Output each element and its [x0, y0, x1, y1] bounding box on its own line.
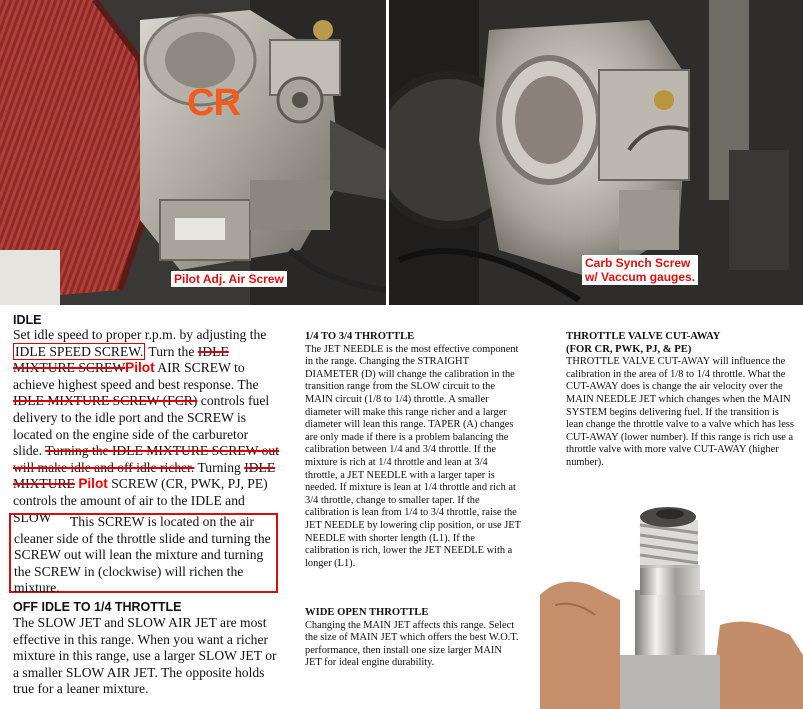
idle-text-3: AIR SCREW to achieve highest speed and best response. The	[13, 360, 259, 392]
off-idle-paragraph: The SLOW JET and SLOW AIR JET are most effective in this range. When you want a richer mixture in this range, use a larger SLOW JET or a smaller SLOW AIR JET. The opposite holds true for a leaner mixture.	[13, 615, 277, 697]
spark-plug-illustration	[540, 505, 803, 709]
carb-synch-screw-label: Carb Synch Screw w/ Vaccum gauges.	[582, 255, 698, 285]
idle-text-2: Turn the	[145, 343, 198, 359]
idle-text-1: Set idle speed to proper r.p.m. by adjusting the	[13, 327, 267, 342]
idle-speed-screw-boxed: IDLE SPEED SCREW.	[15, 343, 144, 359]
wide-open-throttle-paragraph: Changing the MAIN JET affects this range. Select the size of MAIN JET which offers the best W.O.T. performance, then install one size larger MAIN JET for ideal engine durability.	[305, 619, 519, 669]
idle-strike-1: IDLE MIXTURE SCREW	[13, 343, 229, 376]
cutaway-section	[566, 331, 796, 470]
idle-screw-paragraph: This SCREW is located on the air cleaner side of the throttle slide and turning the SCREW out will lean the mixture and turning the SCREW in (clockwise) will richen the mixture.	[14, 514, 271, 596]
idle-strike-3: Turning the IDLE MIXTURE SCREW out will make idle and off idle richer.	[13, 443, 279, 475]
cutaway-subheading: (FOR CR, PWK, PJ, & PE)	[566, 343, 692, 355]
carburetor-photo-right	[389, 0, 803, 305]
idle-screw-note	[14, 514, 276, 597]
off-idle-section	[13, 600, 281, 698]
carburetor-illustration-left	[0, 0, 386, 305]
idle-text-5: Turning	[194, 459, 245, 475]
idle-strike-4: IDLE MIXTURE	[13, 459, 276, 492]
wide-open-throttle-heading: WIDE OPEN THROTTLE	[305, 607, 429, 618]
spark-plug-photo	[540, 505, 803, 709]
cutaway-paragraph: THROTTLE VALVE CUT-AWAY will influence the calibration in the area of 1/8 to 1/4 throttle. What the CUT-AWAY does is change the air velocity over the MAIN NEEDLE JET which changes when the MAIN SYSTEM begins delivering fuel. If the transition is lean change the throttle valve to a valve which has less CUT-AWAY (lower number). If this range is rich use a throttle valve with more valve CUT-AWAY (higher number).	[566, 356, 794, 468]
quarter-throttle-paragraph: The JET NEEDLE is the most effective component in the range. Changing the STRAIGHT DIAMETER (D) will change the calibration in the transition range from the SLOW circuit to the MAIN circuit (1/8 to 1/4) throttle. A smaller diameter will make this range richer and a larger diameter will lean this range. TAPER (A) changes are only made if there is a problem balancing the calibration between 1/4 and 3/4 throttle. If the mixture is rich at 1/4 throttle and lean at 3/4 throttle, a JET NEEDLE with a larger taper is needed. If mixture is lean at 1/4 throttle and rich at 3/4 throttle, change to smaller taper. If the calibration is lean from 1/4 to 3/4 throttle, raise the JET NEEDLE by lowering clip position, or use JET NEEDLE with shorter length (L1). If the calibration is rich, lower the JET NEEDLE with a longer (L1).	[305, 343, 521, 569]
pilot-annotation-2: Pilot	[78, 476, 108, 492]
quarter-throttle-heading: 1/4 TO 3/4 THROTTLE	[305, 331, 415, 342]
pilot-annotation-1: Pilot	[125, 360, 155, 376]
idle-section	[13, 313, 279, 526]
off-idle-heading: OFF IDLE TO 1/4 THROTTLE	[13, 600, 182, 614]
carburetor-photo-left	[0, 0, 386, 305]
idle-text-4: controls fuel delivery to the idle port and the SCREW is located on the engine side of the carburetor slide.	[13, 393, 270, 459]
quarter-throttle-section	[305, 331, 521, 570]
idle-paragraph	[13, 327, 279, 526]
idle-strike-2: IDLE MIXTURE SCREW (FCR)	[13, 393, 198, 409]
wide-open-throttle-section	[305, 607, 521, 670]
cr-logo: CR	[187, 82, 240, 124]
idle-text-6: SCREW (CR, PWK, PJ, PE) controls the amount of air to the IDLE and SLOW	[13, 476, 268, 525]
cutaway-heading: THROTTLE VALVE CUT-AWAY	[566, 331, 721, 342]
pilot-adj-air-screw-label: Pilot Adj. Air Screw	[171, 271, 287, 287]
idle-heading: IDLE	[13, 313, 42, 327]
